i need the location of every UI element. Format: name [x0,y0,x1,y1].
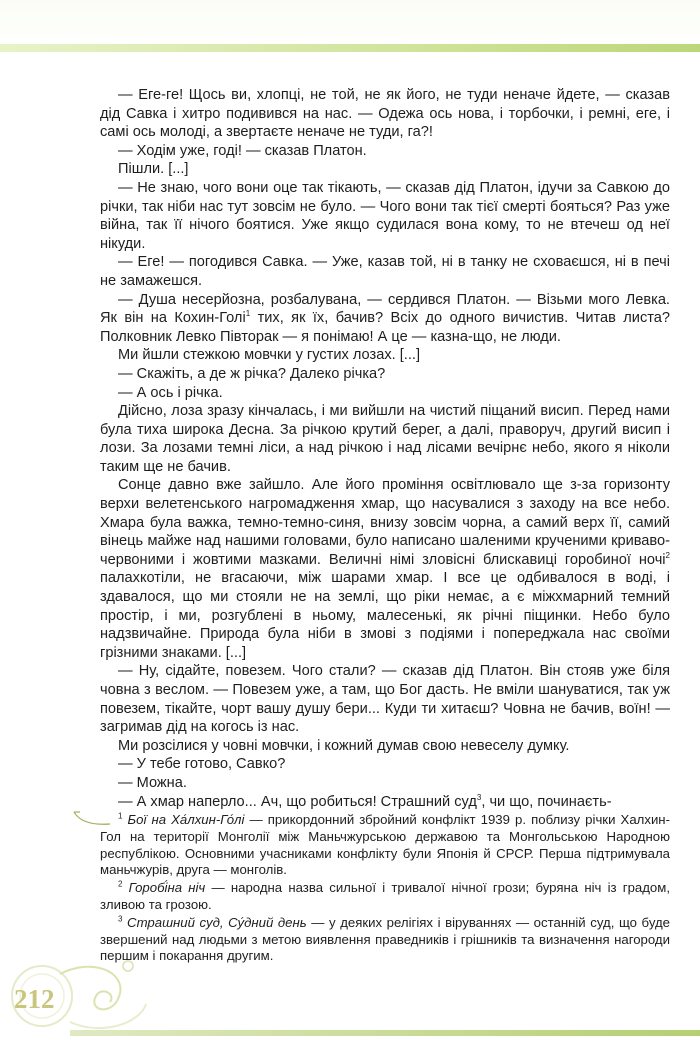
footnote-2: $^2$ Горобі́на ніч — народна назва сильної і тривалої нічної грози; буряна ніч із градом, зливою та грозою. [100,879,670,912]
footnote-term: Страшний суд, Су́дний день [127,914,307,930]
paragraph: — Ну, сідайте, повезем. Чого стали? — сказав дід Платон. Він стояв уже біля човна з веслом. — Повезем уже, а там, що Бог дасть. Не вміли шануватися, так уж повезем, тікайте, чорт вашу душу бери... Куди ти хитаєш? Човна не бачив, воїн! — загримав дід на когось із нас. [100,663,670,736]
footnote-ref[interactable]: 1 [245,309,251,319]
footnote-term: Горобі́на ніч [128,880,206,896]
footnote-1: $^1$ Бої на Ха́лхин-Го́лі — прикордонний збройний конфлікт 1939 р. поблизу річки Халхин-Гол на території Монголії між Маньчжурською державою та Монгольською Народною республікою. Основними учасниками конфлікту були Японія й СРСР. Перша підтримувала маньчжурів, друга — монголів. [100,811,670,878]
paragraph: — Скажіть, а де ж річка? Далеко річка? [118,365,386,382]
paragraph: — Можна. [118,774,187,791]
paragraph: Ми йшли стежкою мовчки у густих лозах. [...] [118,347,420,364]
paragraph: — Ходім уже, годі! — сказав Платон. [118,142,367,159]
paragraph: — А хмар наперло... Ач, що робиться! Страшний суд$^3$, чи що, починаєть- [118,792,612,810]
paragraph: — А ось і річка. [118,384,223,401]
story-text [100,86,670,811]
paragraph: — Еге! — погодився Савка. — Уже, казав той, ні в танку не сховаєшся, ні в печі не замажешся. [100,254,670,289]
paragraph: — Не знаю, чого вони оце так тікають, — сказав дід Платон, ідучи за Савкою до річки, так ніби нас тут зовсім не було. — Чого вони так тієї смерті бояться? Раз уже війна, так її нічого боятися. Уже якщо судилася вона кому, то не втечеш од неї нікуди. [100,179,670,252]
footer-rule [70,1030,700,1036]
footnote-ref[interactable]: 3 [476,792,482,802]
paragraph: Сонце давно вже зайшло. Але його проміння освітлювало ще з-за горизонту верхи велетенського нагромадження хмар, що насувалися з заходу на все небо. Хмара була важка, темно-темно-синя, внизу зовсім чорна, а самий верх її, самий вінець майже над нашими головами, було написано шаленими крученими криваво-червоними і жовтими мазками. Величні німі зловісні блискавиці горобиної ночі$^2$ палахкотіли, не вгасаючи, між шарами хмар. І все це одбивалося в воді, і здавалося, що ми стояли не на землі, що ріки немає, а є міжхмарний темний простір, і ми, розгублені в ньому, малесенькі, як річні піщинки. Небо було надзвичайне. Природа була ніби в змові з подіями і попереджала нас своїми грізними знаками. [...] [100,477,670,661]
paragraph: Дійсно, лоза зразу кінчалась, і ми вийшли на чистий піщаний висип. Перед нами була тиха широка Десна. За річкою крутий берег, а далі, праворуч, другий висип і лози. За лозами темні ліси, а над річкою і над лісами вечірнє небо, якого я ніколи таким ще не бачив. [100,403,670,475]
header-rule [0,44,700,52]
paragraph: Пішли. [...] [118,161,189,178]
page-number: 212 [14,984,55,1014]
paragraph: Ми розсілися у човні мовчки, і кожний думав свою невеселу думку. [118,737,570,754]
paragraph: — У тебе готово, Савко? [118,756,286,773]
footnote-ref[interactable]: 2 [665,550,670,560]
footnotes [100,812,670,966]
footnote-term: Бої на Ха́лхин-Го́лі [127,812,245,827]
paragraph: — Душа несерйозна, розбалувана, — сердився Платон. — Візьми мого Левка. Як він на Кохин-Голі$^1$ тих, як їх, бачив? Всіх до одного вичистив. Читав листа? Полковник Левко Півторак — я понімаю! А це — казна-що, не люди. [100,291,671,345]
footnote-3: $^3$ Страшний суд, Су́дний день — у деяких релігіях і віруваннях — останній суд, що буде звершений над людьми з метою виявлення праведників і грішників та визначення нагороди першим і покарання другим. [100,914,671,964]
paragraph: — Еге-ге! Щось ви, хлопці, не той, не як його, не туди неначе йдете, — сказав дід Савка і хитро подивився на нас. — Одежа ось нова, і торбочки, і ремні, еге, і самі ось молоді, а звертаєте неначе не туди, га?! [100,87,670,141]
